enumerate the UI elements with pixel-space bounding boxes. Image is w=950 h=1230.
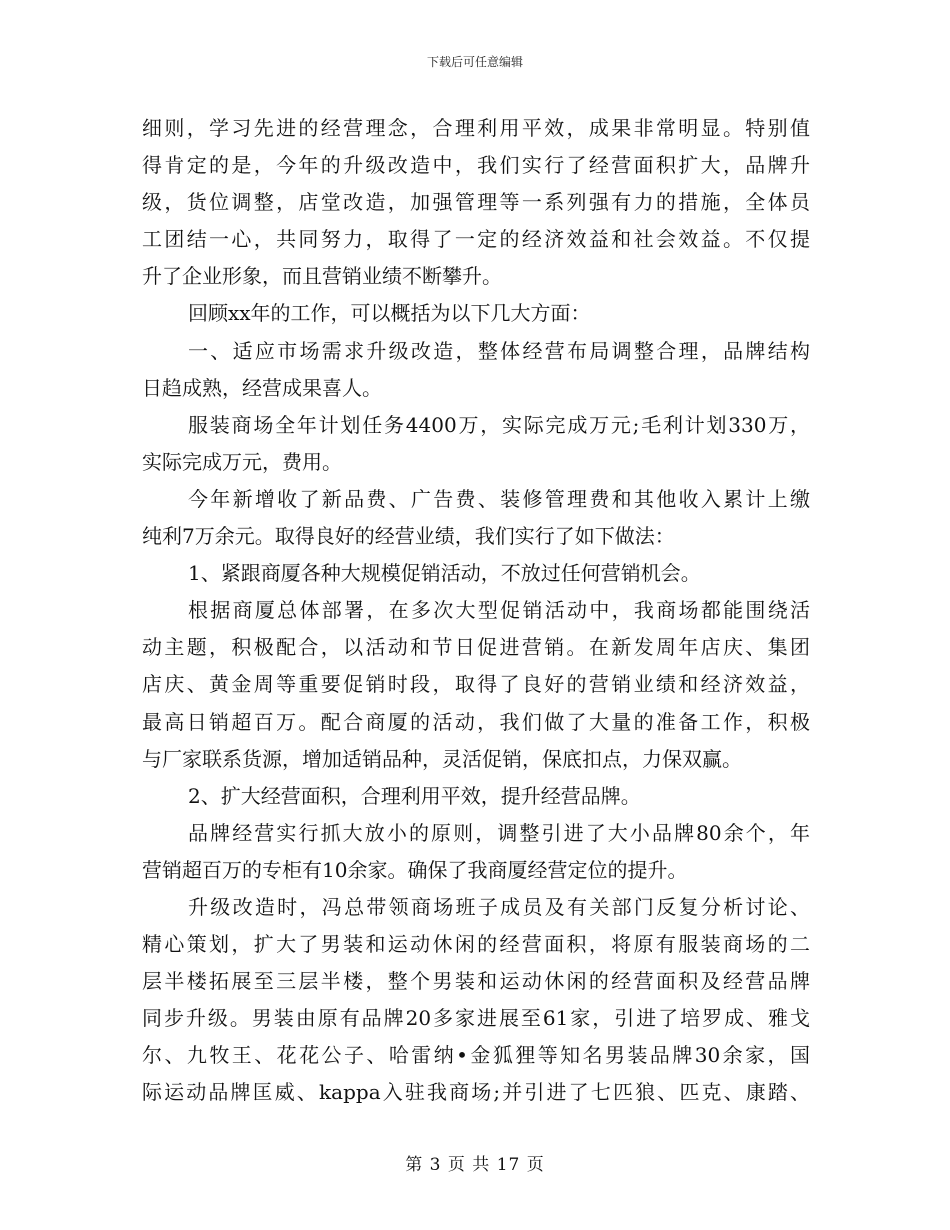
text-line: 服装商场全年计划任务4400万，实际完成万元;毛利计划330万， bbox=[188, 412, 810, 437]
text-line: 2、扩大经营面积，合理利用平效，提升经营品牌。 bbox=[188, 783, 641, 808]
text-line: 实际完成万元，费用。 bbox=[142, 449, 342, 474]
text-line: 品牌经营实行抓大放小的原则，调整引进了大小品牌80余个，年 bbox=[188, 820, 810, 845]
text-line: 店庆、黄金周等重要促销时段，取得了良好的营销业绩和经济效益， bbox=[142, 672, 810, 697]
text-line: 日趋成熟，经营成果喜人。 bbox=[142, 375, 382, 400]
text-line: 根据商厦总体部署，在多次大型促销活动中，我商场都能围绕活 bbox=[188, 598, 810, 623]
text-line: 回顾xx年的工作，可以概括为以下几大方面： bbox=[188, 301, 591, 326]
text-line: 今年新增收了新品费、广告费、装修管理费和其他收入累计上缴 bbox=[188, 486, 810, 511]
text-line: 纯利7万余元。取得良好的经营业绩，我们实行了如下做法： bbox=[142, 524, 675, 549]
page-header: 下载后可任意编辑 bbox=[426, 55, 523, 69]
text-line: 1、紧跟商厦各种大规模促销活动，不放过任何营销机会。 bbox=[188, 561, 701, 586]
text-line: 尔、九牧王、花花公子、哈雷纳•金狐狸等知名男装品牌30余家，国 bbox=[142, 1043, 810, 1068]
page-number-footer: 第 3 页 共 17 页 bbox=[405, 1155, 545, 1175]
text-line: 同步升级。男装由原有品牌20多家进展至61家，引进了培罗成、雅戈 bbox=[142, 1006, 810, 1031]
text-line: 级，货位调整，店堂改造，加强管理等一系列强有力的措施，全体员 bbox=[142, 190, 810, 215]
text-line: 最高日销超百万。配合商厦的活动，我们做了大量的准备工作，积极 bbox=[142, 709, 810, 734]
text-line: 与厂家联系货源，增加适销品种，灵活促销，保底扣点，力保双赢。 bbox=[142, 746, 742, 771]
text-line: 细则，学习先进的经营理念，合理利用平效，成果非常明显。特别值 bbox=[142, 116, 810, 140]
document-body bbox=[142, 110, 810, 1112]
text-line: 精心策划，扩大了男装和运动休闲的经营面积，将原有服装商场的二 bbox=[142, 932, 810, 957]
text-line: 一、适应市场需求升级改造，整体经营布局调整合理，品牌结构 bbox=[188, 338, 810, 363]
text-line: 升级改造时，冯总带领商场班子成员及有关部门反复分析讨论、 bbox=[188, 894, 810, 919]
text-line: 工团结一心，共同努力，取得了一定的经济效益和社会效益。不仅提 bbox=[142, 227, 810, 252]
text-line: 动主题，积极配合，以活动和节日促进营销。在新发周年店庆、集团 bbox=[142, 635, 810, 660]
text-line: 得肯定的是，今年的升级改造中，我们实行了经营面积扩大，品牌升 bbox=[142, 153, 810, 178]
text-line: 升了企业形象，而且营销业绩不断攀升。 bbox=[142, 264, 502, 289]
text-line: 营销超百万的专柜有10余家。确保了我商厦经营定位的提升。 bbox=[142, 857, 688, 882]
text-line: 层半楼拓展至三层半楼，整个男装和运动休闲的经营面积及经营品牌 bbox=[142, 969, 810, 994]
text-line: 际运动品牌匡威、kappa入驻我商场;并引进了七匹狼、匹克、康踏、 bbox=[142, 1080, 810, 1105]
